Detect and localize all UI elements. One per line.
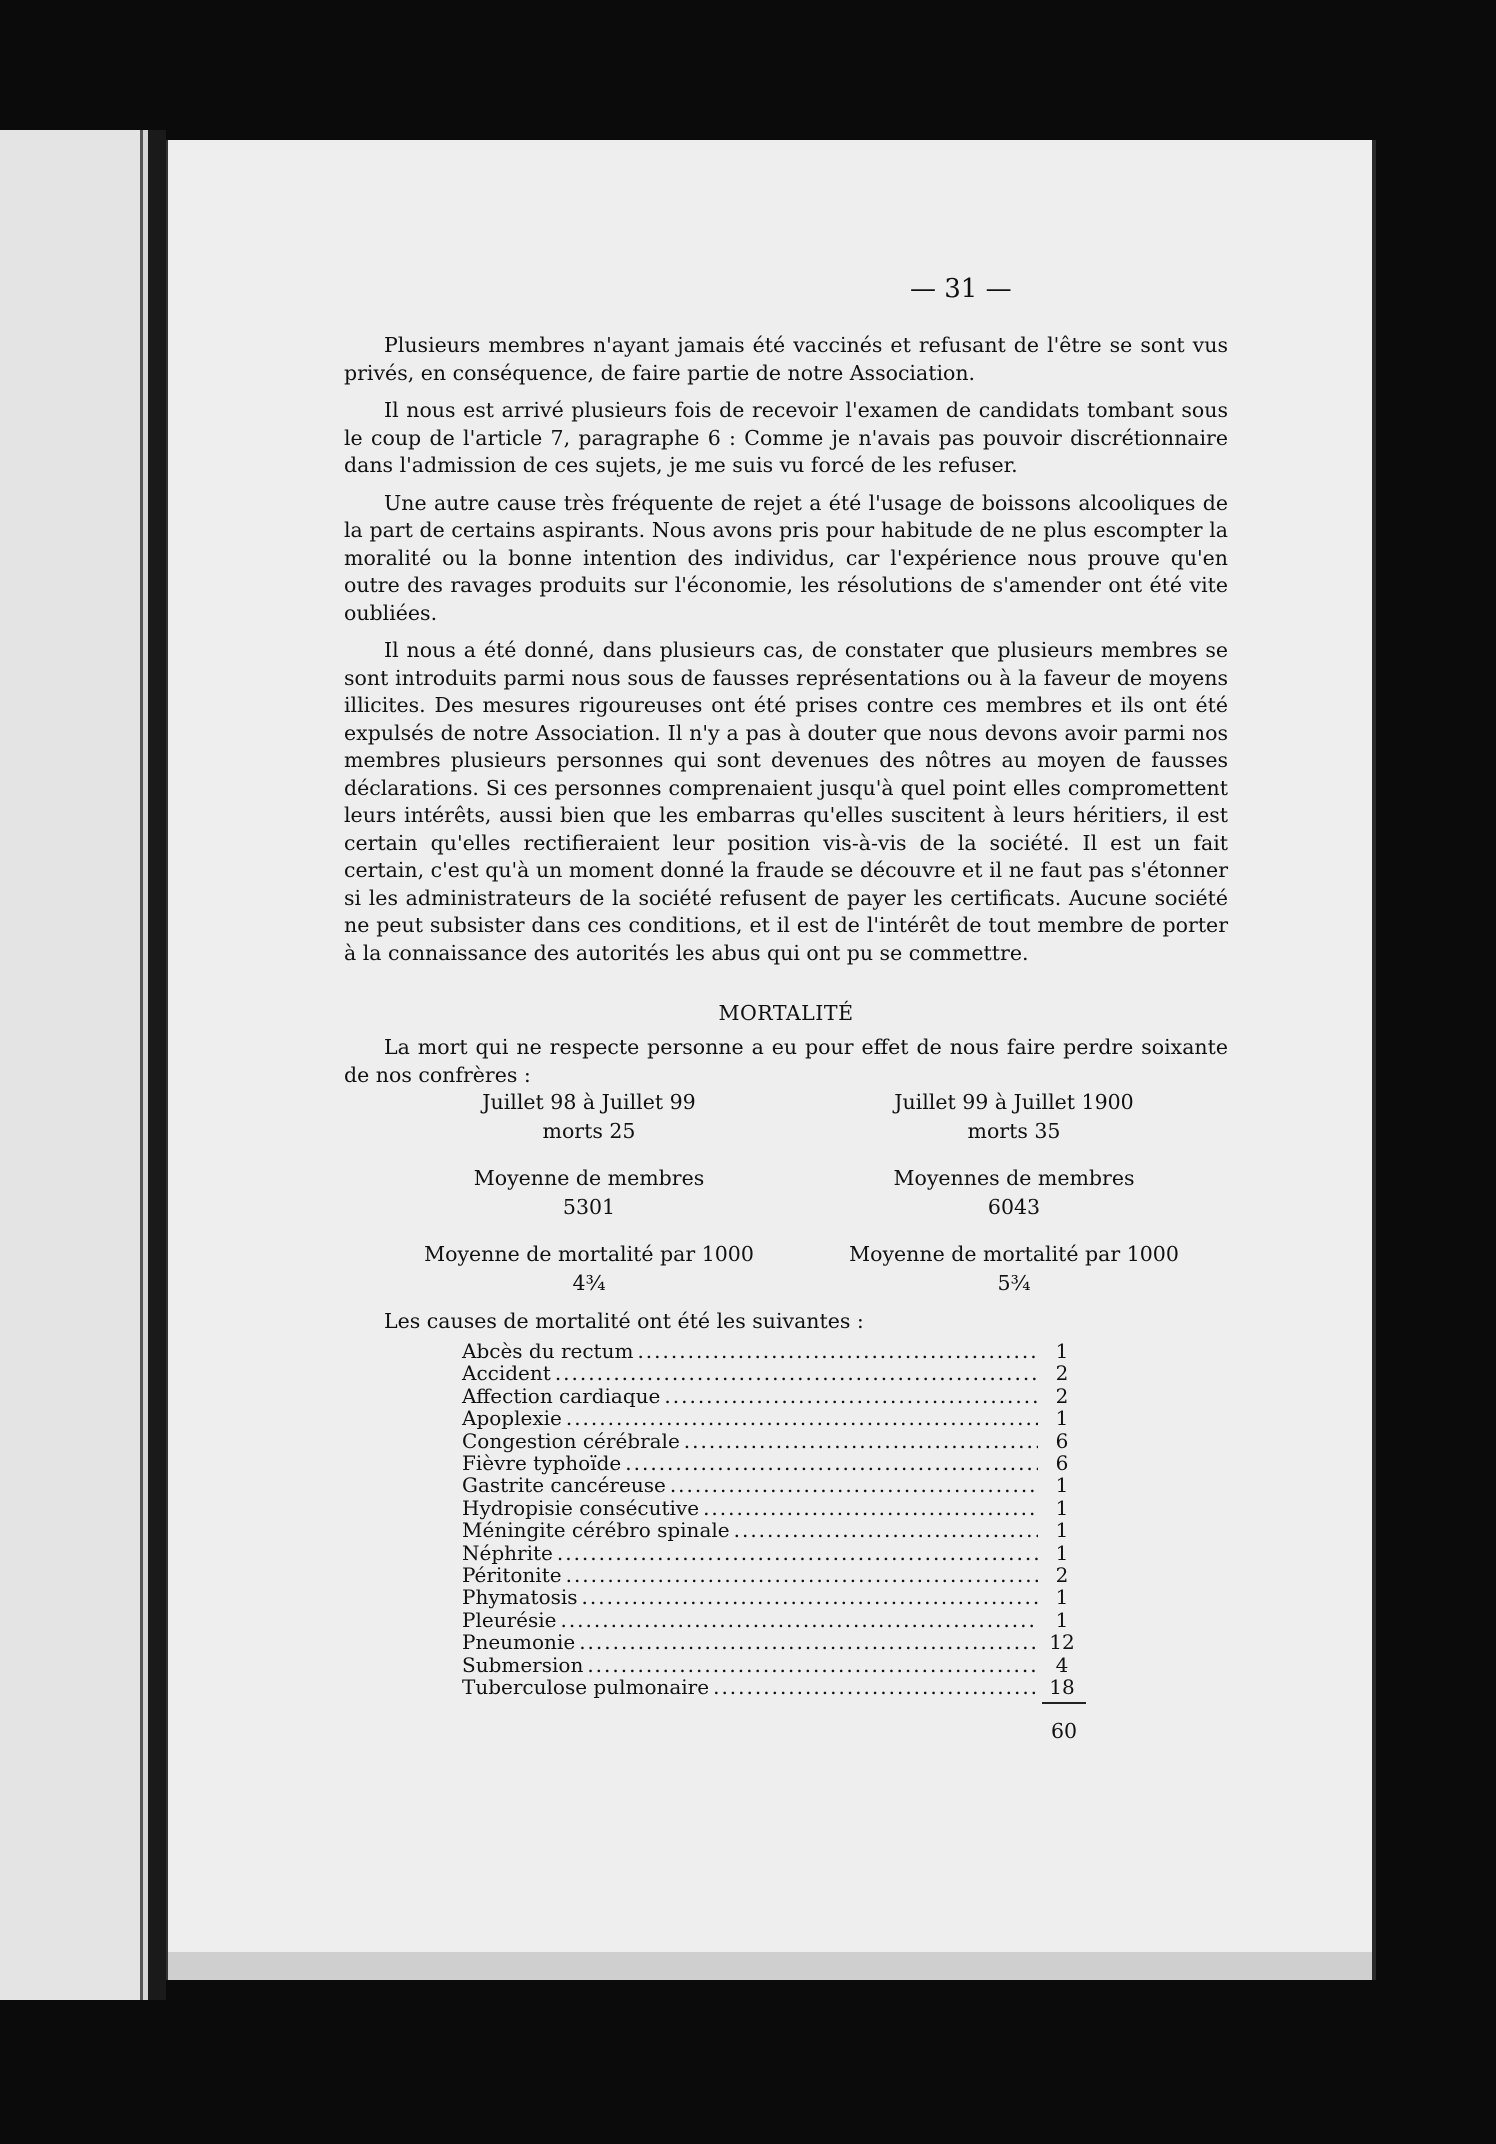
intro-paragraph: La mort qui ne respecte personne a eu pour effet de nous faire perdre soixante de nos confrères : (344, 1035, 1228, 1087)
cause-value: 1 (1055, 1473, 1069, 1498)
left-rate-label: Moyenne de mortalité par 1000 (424, 1242, 754, 1266)
cause-row (462, 1564, 1082, 1586)
cause-value: 1 (1055, 1495, 1069, 1520)
right-deaths: morts 35 (967, 1119, 1061, 1143)
cause-row (462, 1385, 1082, 1407)
cause-name: Congestion cérébrale (462, 1428, 680, 1453)
cause-row (462, 1497, 1082, 1519)
cause-name: Fièvre typhoïde (462, 1451, 622, 1476)
cause-value: 1 (1055, 1607, 1069, 1632)
leader-dots (670, 1474, 1038, 1496)
body-paragraphs (344, 332, 1228, 977)
paragraph: Il nous a été donné, dans plusieurs cas, de constater que plusieurs membres se sont introduits parmi nous sous de fausses représentations ou à la faveur de moyens illicites. Des mesures rigoureuses ont été prises contre ces membres et ils ont été expulsés de notre Association. Il n'y a pas à douter que nous devons avoir parmi nos membres plusieurs personnes qui sont devenues des nôtres au moyen de fausses déclarations. Si ces personnes comprenaient jusqu'à quel point elles compromettent leurs intérêts, aussi bien que les embarras qu'elles suscitent à leurs héritiers, il est certain qu'elles rectifieraient leur position vis-à-vis de la société. Il est un fait certain, c'est qu'à un moment donné la fraude se découvre et il ne faut pas s'étonner si les administrateurs de la société refusent de payer les certificats. Aucune société ne peut subsister dans ces conditions, et il est de l'intérêt de tout membre de porter à la connaissance des autorités les abus qui ont pu se commettre. (344, 638, 1228, 965)
right-period: Juillet 99 à Juillet 1900 (894, 1090, 1134, 1114)
left-column (424, 1088, 754, 1298)
cause-row (462, 1609, 1082, 1631)
total-value: 60 (1050, 1719, 1078, 1743)
cause-value: 6 (1055, 1451, 1069, 1476)
cause-row (462, 1340, 1082, 1362)
cause-row (462, 1452, 1082, 1474)
cause-value: 1 (1055, 1406, 1069, 1431)
total-rule (1042, 1702, 1086, 1704)
leader-dots (566, 1407, 1038, 1429)
page-bottom-edge (168, 1952, 1372, 1980)
cause-name: Apoplexie (462, 1406, 562, 1431)
cause-value: 1 (1055, 1339, 1069, 1363)
right-members-value: 6043 (987, 1195, 1041, 1219)
cause-name: Tuberculose pulmonaire (462, 1675, 710, 1700)
cause-name: Pneumonie (462, 1630, 576, 1655)
leader-dots (734, 1519, 1038, 1541)
cause-name: Néphrite (462, 1540, 553, 1565)
cause-row (462, 1430, 1082, 1452)
leader-dots (637, 1340, 1038, 1362)
cause-name: Phymatosis (462, 1585, 578, 1610)
page (166, 140, 1372, 1980)
cause-row (462, 1362, 1082, 1384)
cause-name: Gastrite cancéreuse (462, 1473, 666, 1498)
cause-value: 18 (1049, 1675, 1075, 1700)
cause-row (462, 1654, 1082, 1676)
leader-dots (582, 1586, 1038, 1608)
leader-dots (587, 1654, 1038, 1676)
cause-name: Péritonite (462, 1563, 562, 1588)
paragraph: Une autre cause très fréquente de rejet a été l'usage de boissons alcooliques de la part de certains aspirants. Nous avons pris pour habitude de ne plus escompter la moralité ou la bonne intention des individus, car l'expérience nous prouve qu'en outre des ravages produits sur l'économie, les résolutions de s'amender ont été vite oubliées. (344, 490, 1228, 625)
cause-name: Abcès du rectum (462, 1339, 634, 1363)
cause-value: 1 (1055, 1518, 1069, 1543)
cause-name: Accident (462, 1361, 551, 1386)
causes-intro: Les causes de mortalité ont été les suivantes : (384, 1309, 864, 1333)
paragraph: Il nous est arrivé plusieurs fois de recevoir l'examen de candidats tombant sous le coup de l'article 7, paragraphe 6 : Comme je n'avais pas pouvoir discrétionnaire dans l'admission de ces sujets, je me suis vu forcé de les refuser. (344, 398, 1228, 477)
left-rate-value: 4¾ (572, 1271, 606, 1295)
right-rate-label: Moyenne de mortalité par 1000 (849, 1242, 1179, 1266)
cause-value: 2 (1055, 1361, 1069, 1386)
leader-dots (625, 1452, 1038, 1474)
cause-row (462, 1519, 1082, 1541)
leader-dots (684, 1430, 1038, 1452)
leader-dots (555, 1362, 1038, 1384)
cause-row (462, 1676, 1082, 1698)
cause-name: Hydropisie consécutive (462, 1495, 700, 1520)
cause-value: 4 (1055, 1652, 1069, 1677)
cause-name: Pleurésie (462, 1607, 557, 1632)
leader-dots (579, 1631, 1038, 1653)
cause-value: 1 (1055, 1540, 1069, 1565)
causes-list (462, 1340, 1082, 1699)
left-deaths: morts 25 (542, 1119, 636, 1143)
cause-name: Méningite cérébro spinale (462, 1518, 730, 1543)
cause-name: Submersion (462, 1652, 584, 1677)
cause-row (462, 1407, 1082, 1429)
leader-dots (664, 1385, 1038, 1407)
right-column (834, 1088, 1194, 1298)
cause-value: 2 (1055, 1383, 1069, 1408)
left-page-edge (0, 130, 148, 2000)
right-rate-value: 5¾ (997, 1271, 1031, 1295)
cause-row (462, 1631, 1082, 1653)
cause-row (462, 1542, 1082, 1564)
right-members-label: Moyennes de membres (893, 1166, 1135, 1190)
cause-value: 1 (1055, 1585, 1069, 1610)
cause-value: 6 (1055, 1428, 1069, 1453)
page-number: — 31 — (910, 274, 1012, 304)
leader-dots (703, 1497, 1038, 1519)
leader-dots (560, 1609, 1038, 1631)
paragraph: Plusieurs membres n'ayant jamais été vaccinés et refusant de l'être se sont vus privés, en conséquence, de faire partie de notre Association. (344, 333, 1228, 385)
leader-dots (566, 1564, 1038, 1586)
cause-name: Affection cardiaque (462, 1383, 661, 1408)
left-members-label: Moyenne de membres (473, 1166, 705, 1190)
book-spine (148, 130, 166, 2000)
leader-dots (557, 1542, 1038, 1564)
section-heading: MORTALITÉ (718, 1001, 854, 1025)
cause-value: 12 (1049, 1630, 1075, 1655)
cause-row (462, 1474, 1082, 1496)
left-period: Juillet 98 à Juillet 99 (482, 1090, 696, 1114)
cause-value: 2 (1055, 1563, 1069, 1588)
left-members-value: 5301 (562, 1195, 616, 1219)
leader-dots (713, 1676, 1038, 1698)
cause-row (462, 1586, 1082, 1608)
